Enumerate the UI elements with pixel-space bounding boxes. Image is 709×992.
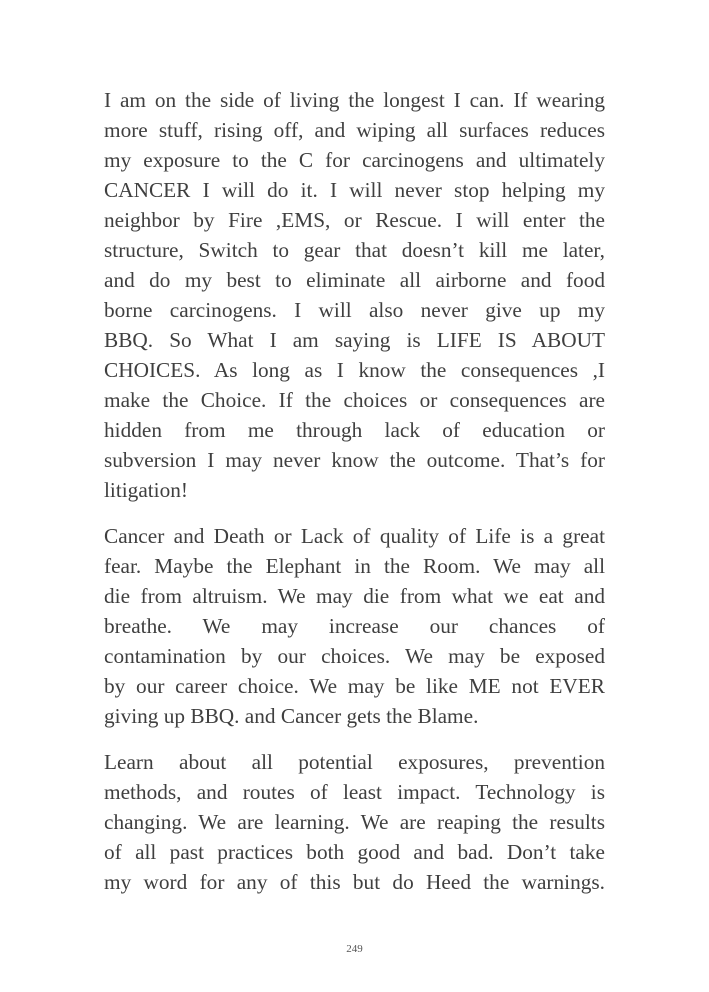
text-line: CHOICES. As long as I know the consequences ,I — [104, 358, 605, 382]
text-line: litigation! — [104, 478, 188, 502]
text-line: neighbor by Fire ,EMS, or Rescue. I will enter the — [104, 208, 605, 232]
text-line: of all past practices both good and bad. Don’t take — [104, 840, 605, 864]
text-line: hidden from me through lack of education or — [104, 418, 605, 442]
text-line: my word for any of this but do Heed the warnings. — [104, 870, 605, 894]
text-line: BBQ. So What I am saying is LIFE IS ABOUT — [104, 328, 605, 352]
text-line: subversion I may never know the outcome. That’s for — [104, 448, 605, 472]
text-line: by our career choice. We may be like ME not EVER — [104, 674, 605, 698]
text-line: borne carcinogens. I will also never give up my — [104, 298, 605, 322]
paragraph — [104, 521, 605, 731]
text-line: Learn about all potential exposures, prevention — [104, 750, 605, 774]
page-number: 249 — [346, 943, 363, 955]
text-line: changing. We are learning. We are reaping the results — [104, 810, 605, 834]
text-line: breathe. We may increase our chances of — [104, 614, 605, 638]
text-line: more stuff, rising off, and wiping all surfaces reduces — [104, 118, 605, 142]
text-line: I am on the side of living the longest I can. If wearing — [104, 88, 605, 112]
paragraph — [104, 747, 605, 897]
text-line: CANCER I will do it. I will never stop helping my — [104, 178, 605, 202]
body-text — [104, 85, 605, 913]
text-line: contamination by our choices. We may be exposed — [104, 644, 605, 668]
text-line: giving up BBQ. and Cancer gets the Blame. — [104, 704, 479, 728]
text-line: and do my best to eliminate all airborne and food — [104, 268, 605, 292]
text-line: Cancer and Death or Lack of quality of Life is a great — [104, 524, 605, 548]
text-line: make the Choice. If the choices or consequences are — [104, 388, 605, 412]
text-line: my exposure to the C for carcinogens and ultimately — [104, 148, 605, 172]
text-line: methods, and routes of least impact. Technology is — [104, 780, 605, 804]
text-line: die from altruism. We may die from what we eat and — [104, 584, 605, 608]
text-line: structure, Switch to gear that doesn’t kill me later, — [104, 238, 605, 262]
paragraph — [104, 85, 605, 505]
text-line: fear. Maybe the Elephant in the Room. We may all — [104, 554, 605, 578]
